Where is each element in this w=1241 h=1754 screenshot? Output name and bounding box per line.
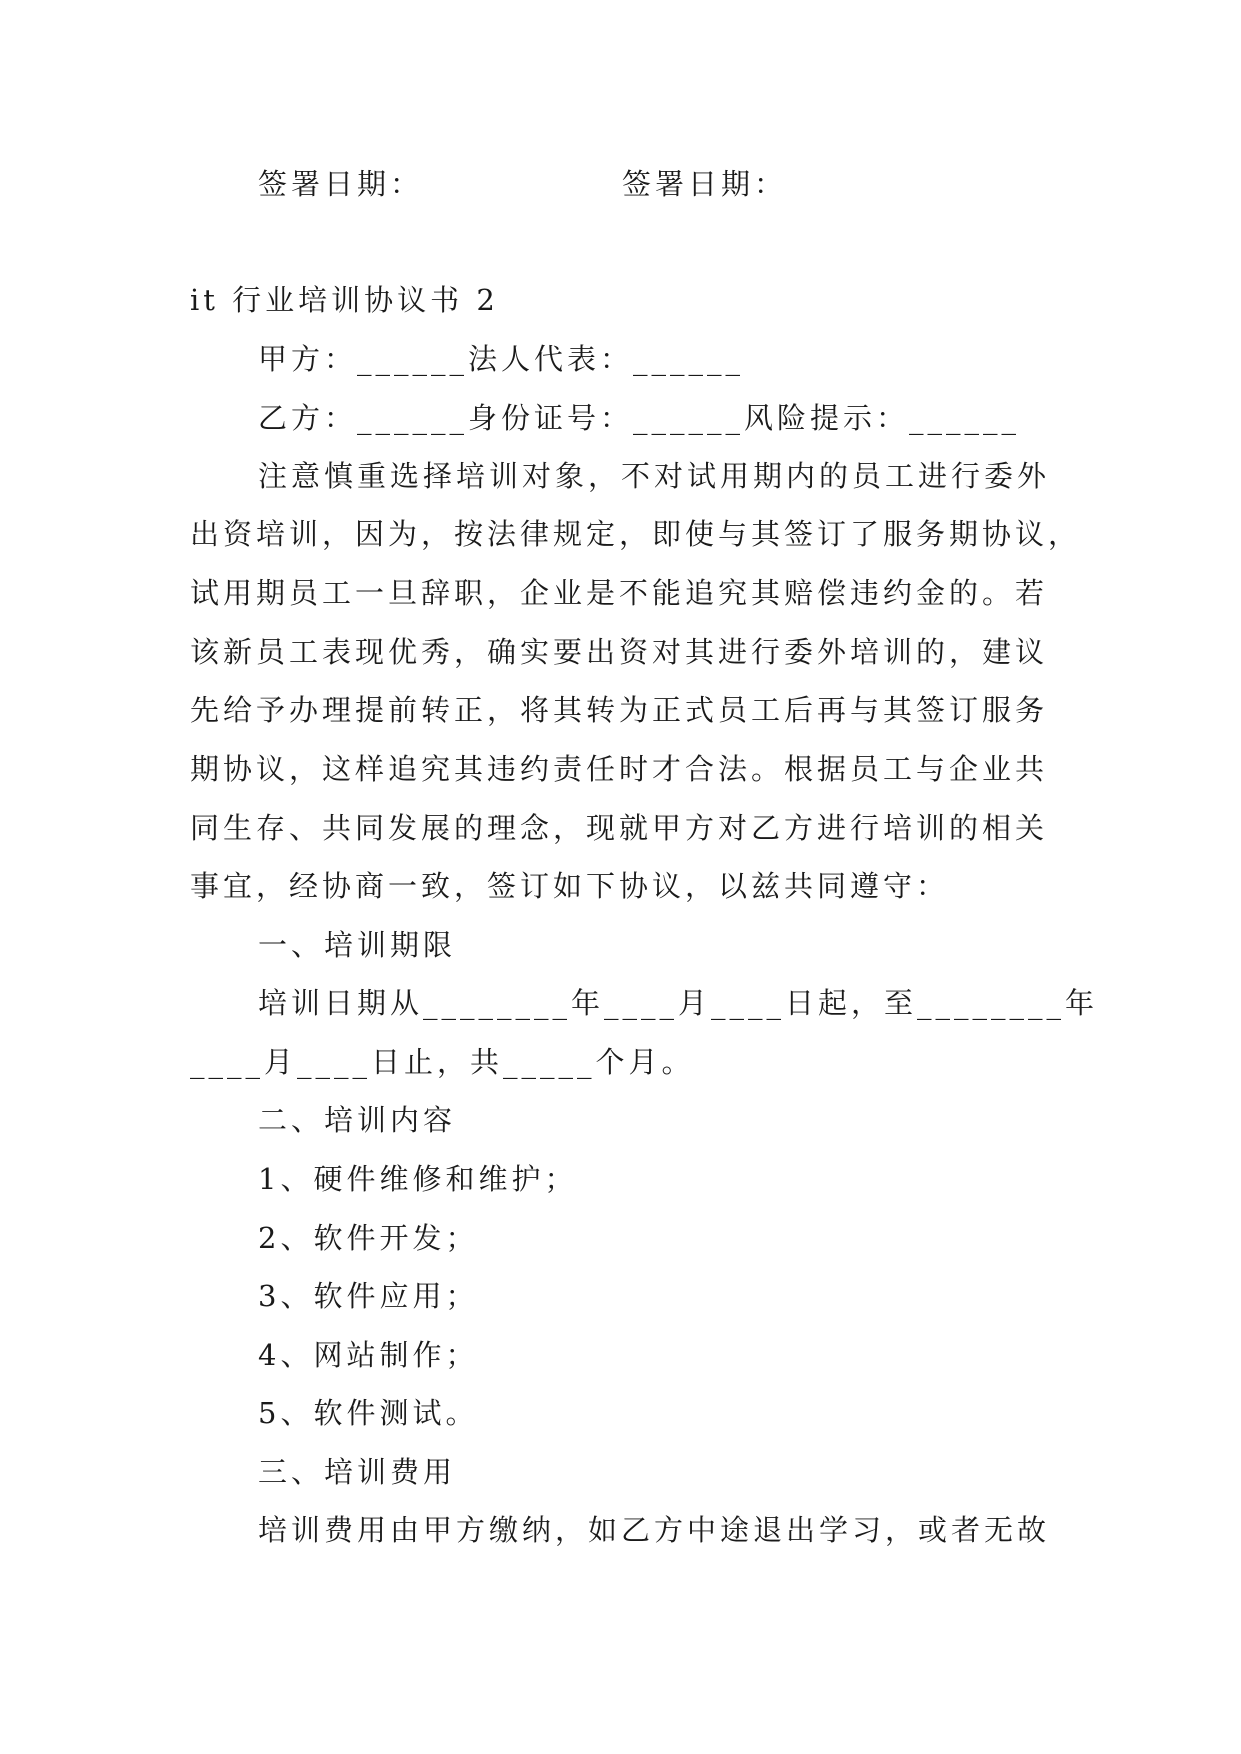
party-a-line: 甲方：______法人代表：______ [258,342,745,376]
training-content-item: 3、软件应用； [258,1279,479,1313]
signature-date-left: 签署日期： [258,167,424,201]
section-heading-training-period: 一、培训期限 [258,928,457,962]
document-title: it 行业培训协议书 2 [190,283,499,317]
party-b-line: 乙方：______身份证号：______风险提示：______ [258,401,1021,435]
training-period-line: 培训日期从________年____月____日起，至________年 [258,986,1099,1020]
intro-line: 先给予办理提前转正，将其转为正式员工后再与其签订服务 [190,693,1049,727]
intro-line: 出资培训，因为，按法律规定，即使与其签订了服务期协议， [190,517,1082,551]
intro-line: 试用期员工一旦辞职，企业是不能追究其赔偿违约金的。若 [190,576,1049,610]
section-heading-training-fees: 三、培训费用 [258,1455,457,1489]
training-fees-line: 培训费用由甲方缴纳，如乙方中途退出学习，或者无故 [258,1513,1051,1547]
signature-date-right: 签署日期： [622,167,788,201]
section-heading-training-content: 二、培训内容 [258,1103,457,1137]
intro-line: 期协议，这样追究其违约责任时才合法。根据员工与企业共 [190,752,1049,786]
intro-line: 该新员工表现优秀，确实要出资对其进行委外培训的，建议 [190,635,1049,669]
intro-line: 同生存、共同发展的理念，现就甲方对乙方进行培训的相关 [190,811,1049,845]
training-content-item: 4、网站制作； [258,1338,479,1372]
intro-line: 注意慎重选择培训对象，不对试用期内的员工进行委外 [258,459,1051,493]
training-content-item: 5、软件测试。 [258,1396,479,1430]
training-content-item: 2、软件开发； [258,1221,479,1255]
training-content-item: 1、硬件维修和维护； [258,1162,578,1196]
intro-line: 事宜，经协商一致，签订如下协议，以兹共同遵守： [190,869,950,903]
training-period-line: ____月____日止，共_____个月。 [190,1045,695,1079]
